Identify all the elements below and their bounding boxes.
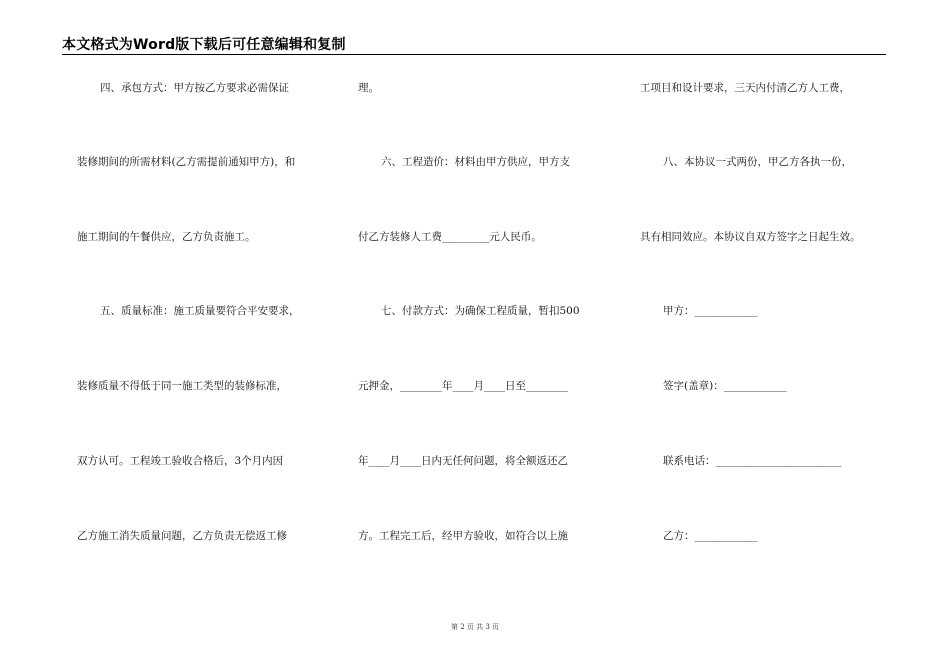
text-line: 四、承包方式：甲方按乙方要求必需保证 [100,82,289,94]
text-line: 乙方施工消失质量问题，乙方负责无偿返工修 [77,530,287,542]
text-line: 施工期间的午餐供应，乙方负责施工。 [77,231,256,243]
text-line: 年____月____日内无任何问题，将全额返还乙 [358,455,568,467]
text-line: 工项目和设计要求，三天内付清乙方人工费， [640,82,850,94]
text-line: 双方认可。工程竣工验收合格后，3个月内因 [77,455,284,467]
party-b-line: 乙方：____________ [663,530,758,542]
text-line: 装修期间的所需材料(乙方需提前通知甲方)，和 [77,156,296,168]
text-line: 七、付款方式：为确保工程质量，暂扣500 [381,305,580,317]
text-line: 元押金，________年____月____日至________ [358,380,568,392]
contact-phone-line: 联系电话：________________________ [663,455,842,467]
page-number: 第 2 页 共 3 页 [450,623,500,631]
signature-line: 签字(盖章)：____________ [663,380,787,392]
text-line: 六、工程造价：材料由甲方供应，甲方支 [381,156,570,168]
text-line: 装修质量不得低于同一施工类型的装修标准， [77,380,287,392]
text-line: 五、质量标准：施工质量要符合平安要求， [100,305,300,317]
text-line: 理。 [358,82,379,94]
document-header-title: 本文格式为Word版下载后可任意编辑和复制 [62,37,346,53]
party-a-line: 甲方：____________ [663,305,758,317]
text-line: 具有相同效应。本协议自双方签字之日起生效。 [640,231,861,243]
text-line: 八、本协议一式两份，甲乙方各执一份， [663,156,852,168]
text-line: 付乙方装修人工费_________元人民币。 [358,231,542,243]
header-divider [62,54,886,55]
text-line: 方。工程完工后，经甲方验收，如符合以上施 [358,530,568,542]
